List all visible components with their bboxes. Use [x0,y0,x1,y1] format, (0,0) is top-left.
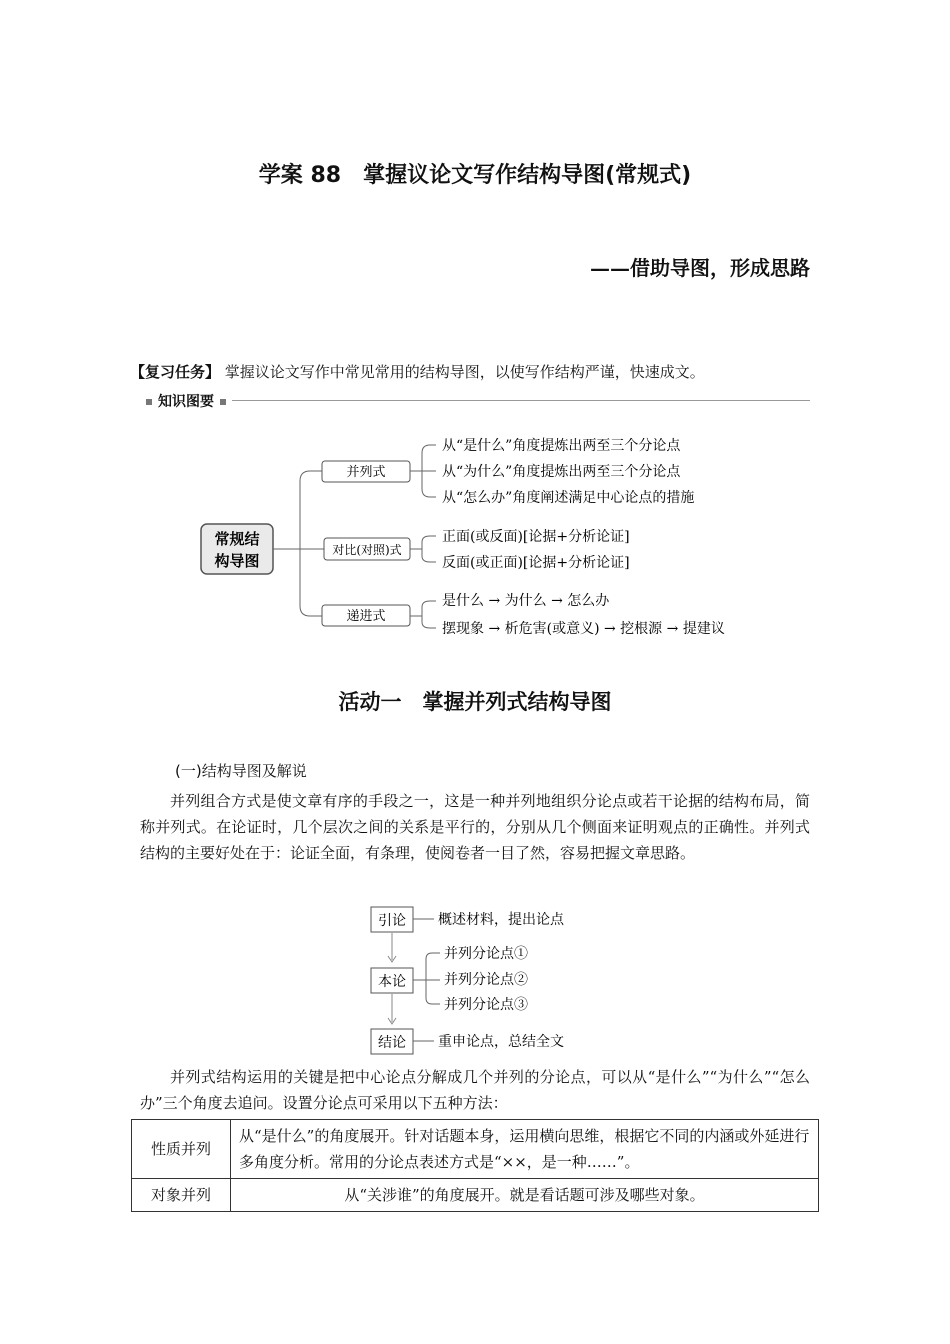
flow-conclusion-text: 重申论点，总结全文 [438,1034,564,1050]
flow-body-item: 并列分论点③ [444,997,528,1013]
section-divider [232,400,810,401]
page-subtitle: ——借助导图，形成思路 [590,256,810,280]
square-bullet-icon [220,399,226,405]
branch-contrast-item: 反面(或正面)[论据+分析论证] [442,555,630,571]
page-title: 学案 88 掌握议论文写作结构导图(常规式) [258,163,692,188]
flow-body-item: 并列分论点① [444,946,528,962]
structure-flow-diagram [0,902,950,1057]
review-task [130,361,705,382]
flow-conclusion-label: 结论 [378,1035,406,1051]
branch-label-progressive: 递进式 [346,609,386,624]
flow-body-item: 并列分论点② [444,972,528,988]
paragraph-1: 并列组合方式是使文章有序的手段之一，这是一种并列地组织分论点或若干论据的结构布局，简称并列式。在论证时，几个层次之间的关系是平行的，分别从几个侧面来证明观点的正确性。并列式结构的主要好处在于：论证全面，有条理，使阅卷者一目了然，容易把握文章思路。 [140,792,810,862]
mindmap-root-line1: 常规结 [214,530,260,548]
paragraph-2: 并列式结构运用的关键是把中心论点分解成几个并列的分论点，可以从“是什么”“为什么”“怎么办”三个角度去追问。设置分论点可采用以下五种方法： [140,1068,810,1112]
section-header-label: 知识图要 [158,394,214,410]
branch-label-parallel: 并列式 [346,465,386,480]
method-name: 性质并列 [132,1120,231,1179]
mindmap [0,420,950,650]
method-desc: 从“是什么”的角度展开。针对话题本身，运用横向思维，根据它不同的内涵或外延进行多角度分析。常用的分论点表述方式是“××，是一种……”。 [231,1120,819,1179]
branch-progressive-item: 是什么 → 为什么 → 怎么办 [442,593,610,609]
mindmap-root-line2: 构导图 [214,552,260,570]
square-bullet-icon [146,399,152,405]
method-desc: 从“关涉谁”的角度展开。就是看话题可涉及哪些对象。 [231,1179,819,1212]
branch-progressive-item: 摆现象 → 析危害(或意义) → 挖根源 → 提建议 [442,621,725,637]
flow-body-label: 本论 [378,974,406,990]
flow-intro-text: 概述材料，提出论点 [438,912,564,928]
branch-contrast-item: 正面(或反面)[论据+分析论证] [442,529,630,545]
branch-label-contrast: 对比(对照)式 [332,543,402,557]
flow-intro-label: 引论 [378,913,406,929]
method-name: 对象并列 [132,1179,231,1212]
table-row [132,1120,819,1179]
sub-heading: (一)结构导图及解说 [175,762,307,780]
branch-parallel-item: 从“是什么”角度提炼出两至三个分论点 [442,438,681,454]
activity-title: 活动一 掌握并列式结构导图 [338,690,612,714]
methods-table [131,1119,819,1212]
branch-parallel-item: 从“为什么”角度提炼出两至三个分论点 [442,464,681,480]
table-row [132,1179,819,1212]
branch-parallel-item: 从“怎么办”角度阐述满足中心论点的措施 [442,490,695,506]
review-task-text: 掌握议论文写作中常见常用的结构导图，以使写作结构严谨，快速成文。 [224,363,705,381]
review-task-label: 【复习任务】 [130,363,221,381]
section-header [140,391,810,411]
